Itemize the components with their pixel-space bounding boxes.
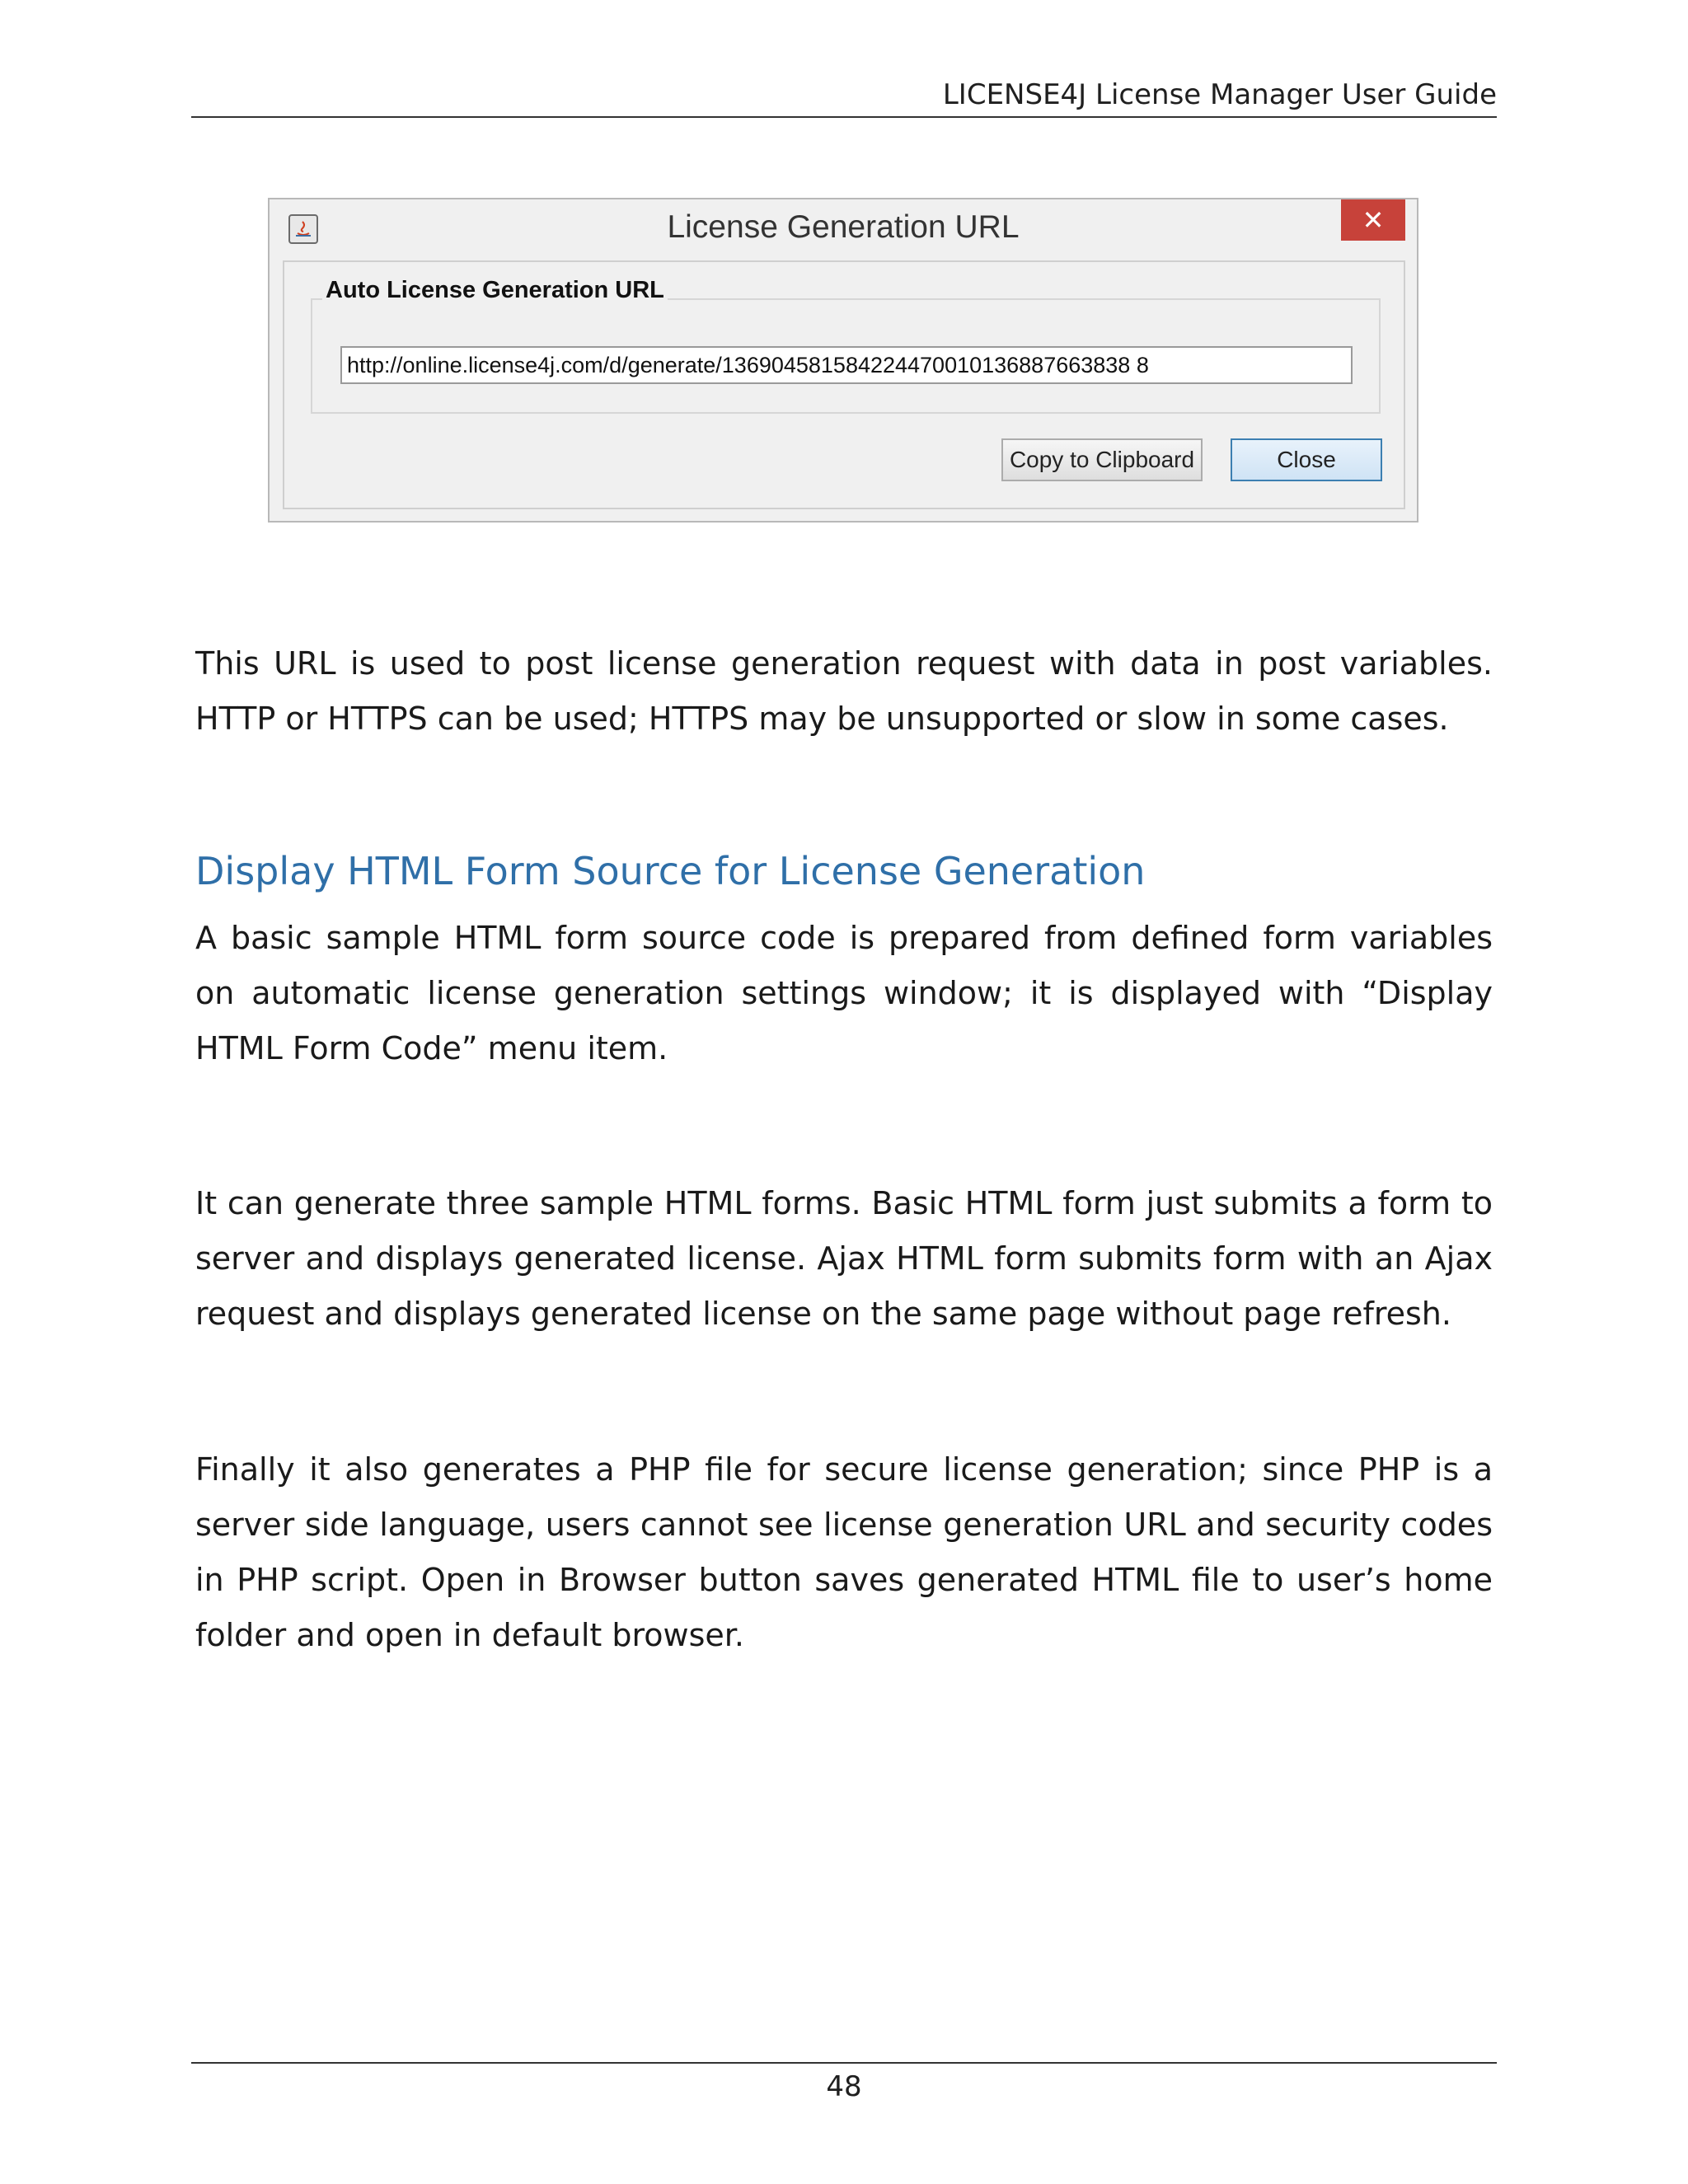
dialog-title: License Generation URL xyxy=(667,209,1020,245)
page-number: 48 xyxy=(826,2070,862,2103)
license-url-field[interactable]: http://online.license4j.com/d/generate/136904581584224470010136887663838 8 xyxy=(340,346,1353,384)
section-title: Display HTML Form Source for License Generation xyxy=(195,849,1146,893)
paragraph-url-description: This URL is used to post license generation request with data in post variables. HTTP or HTTPS can be used; HTTPS may be unsupported or slow in some cases. xyxy=(195,645,1493,737)
footer-divider xyxy=(191,2062,1497,2064)
group-label: Auto License Generation URL xyxy=(322,277,668,304)
close-icon[interactable]: ✕ xyxy=(1341,199,1405,241)
paragraph-html-form-source: A basic sample HTML form source code is prepared from defined form variables on automatic license generation settings window; it is displayed with “Display HTML Form Code” menu item. xyxy=(195,920,1493,1066)
dialog-content xyxy=(283,260,1405,509)
close-button[interactable]: Close xyxy=(1231,438,1382,481)
url-group-box xyxy=(311,298,1381,414)
page-header: LICENSE4J License Manager User Guide xyxy=(191,78,1497,118)
paragraph-php-file: Finally it also generates a PHP file for secure license generation; since PHP is a server side language, users cannot see license generation URL and security codes in PHP script. Open in Browser button saves generated HTML file to user’s home folder and open in default browser. xyxy=(195,1451,1493,1653)
copy-to-clipboard-button[interactable]: Copy to Clipboard xyxy=(1001,438,1203,481)
paragraph-three-forms: It can generate three sample HTML forms. Basic HTML form just submits a form to server and displays generated license. Ajax HTML form submits form with an Ajax request and displays generated license on the same page without page refresh. xyxy=(195,1185,1493,1332)
license-generation-url-dialog xyxy=(268,198,1418,523)
dialog-titlebar[interactable] xyxy=(270,199,1417,254)
